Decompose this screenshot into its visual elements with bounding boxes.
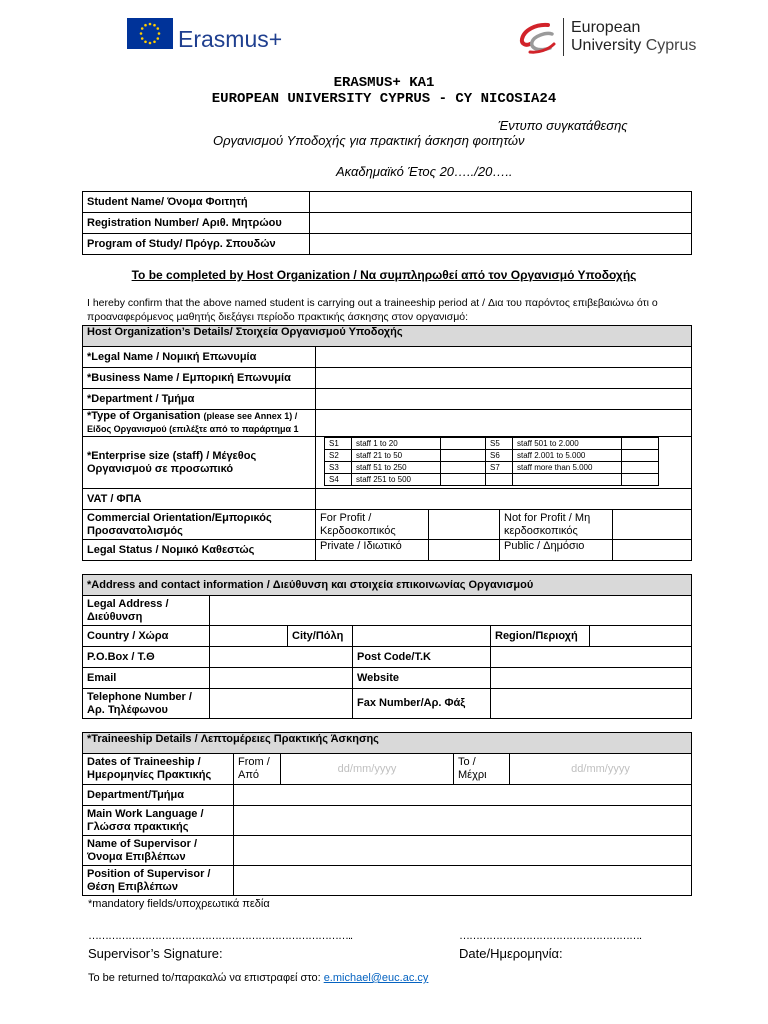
fax-label: Fax Number/Αρ. Φάξ bbox=[353, 689, 491, 719]
size-checkbox-s1[interactable] bbox=[441, 438, 486, 450]
region-field[interactable] bbox=[590, 626, 692, 647]
host-heading: To be completed by Host Organization / Να συμπληρωθεί από τον Οργανισμό Υποδοχής bbox=[131, 268, 637, 282]
to-date-field[interactable]: dd/mm/yyyy bbox=[510, 754, 692, 785]
legal-address-field[interactable] bbox=[210, 596, 692, 626]
title-1: ERASMUS+ KA1 bbox=[333, 75, 435, 91]
size-code: S6 bbox=[486, 450, 513, 462]
ent-line2: Οργανισμού σε προσωπικό bbox=[87, 462, 234, 475]
supervisor-pos-1: Position of Supervisor / bbox=[87, 867, 211, 880]
size-empty bbox=[486, 474, 513, 486]
size-checkbox-s5[interactable] bbox=[622, 438, 659, 450]
business-name-label: *Business Name / Εμπορική Επωνυμία bbox=[83, 368, 316, 389]
supervisor-position-label bbox=[83, 866, 234, 896]
public-label: Public / Δημόσιο bbox=[500, 540, 613, 561]
size-label: staff more than 5.000 bbox=[513, 462, 622, 474]
dates-2: Ημερομηνίες Πρακτικής bbox=[87, 769, 212, 781]
type-of-organisation-label bbox=[83, 410, 316, 437]
address-header: *Address and contact information / Διεύθυνση και στοιχεία επικοινωνίας Οργανισμού bbox=[83, 575, 692, 596]
subtitle-3: Ακαδημαϊκό Έτος 20…../20….. bbox=[336, 164, 513, 179]
euc-logo-line1: European bbox=[571, 19, 641, 36]
for-profit-label bbox=[316, 510, 429, 540]
department-field[interactable] bbox=[316, 389, 692, 410]
size-label: staff 2.001 to 5.000 bbox=[513, 450, 622, 462]
postcode-field[interactable] bbox=[491, 647, 692, 668]
logo-divider bbox=[563, 18, 564, 56]
supervisor-name-2: Όνομα Επιβλέπων bbox=[87, 850, 186, 863]
to-label bbox=[454, 754, 510, 785]
address-table bbox=[82, 574, 692, 719]
erasmus-logo-text: Erasmus+ bbox=[178, 26, 283, 52]
from-date-field[interactable]: dd/mm/yyyy bbox=[281, 754, 454, 785]
from-label bbox=[234, 754, 281, 785]
to-1: To / bbox=[458, 756, 476, 768]
commercial-line2: Προσανατολισμός bbox=[87, 524, 183, 537]
not-for-profit-1: Not for Profit / Μη bbox=[504, 511, 591, 524]
supervisor-pos-2: Θέση Επιβλέπων bbox=[87, 880, 178, 893]
size-label: staff 51 to 250 bbox=[352, 462, 441, 474]
traineeship-header: *Traineeship Details / Λεπτομέρειες Πρακτικής Άσκησης bbox=[83, 733, 692, 754]
size-checkbox-s4[interactable] bbox=[441, 474, 486, 486]
legal-address-label bbox=[83, 596, 210, 626]
email-field[interactable] bbox=[210, 668, 353, 689]
enterprise-size-label bbox=[83, 437, 316, 489]
enterprise-size-grid bbox=[324, 437, 659, 486]
signature-dots[interactable]: …………………………………………………………………….. bbox=[88, 930, 353, 942]
telephone-label bbox=[83, 689, 210, 719]
department-label: *Department / Τμήμα bbox=[83, 389, 316, 410]
commercial-orientation-label bbox=[83, 510, 316, 540]
fax-field[interactable] bbox=[491, 689, 692, 719]
size-code: S3 bbox=[325, 462, 352, 474]
legal-name-field[interactable] bbox=[316, 347, 692, 368]
legal-name-label: *Legal Name / Νομική Επωνυμία bbox=[83, 347, 316, 368]
dates-1: Dates of Traineeship / bbox=[87, 756, 201, 768]
legal-address-2: Διεύθυνση bbox=[87, 610, 143, 623]
enterprise-size-cell bbox=[316, 437, 692, 489]
size-code: S1 bbox=[325, 438, 352, 450]
size-code: S5 bbox=[486, 438, 513, 450]
country-label: Country / Χώρα bbox=[83, 626, 210, 647]
confirm-text: I hereby confirm that the above named student is carrying out a traineeship period at / Δια του παρόντος επιβεβαιώνω ότι ο προαναφερόμενος μαθητής διεξάγει περίοδο πρακτικής άσκησης στον οργανισμό: bbox=[87, 297, 658, 323]
size-label: staff 21 to 50 bbox=[352, 450, 441, 462]
title-2: EUROPEAN UNIVERSITY CYPRUS - CY NICOSIA24 bbox=[211, 91, 557, 107]
size-checkbox-s3[interactable] bbox=[441, 462, 486, 474]
euc-logo-text bbox=[571, 19, 696, 55]
date-dots[interactable]: ………………………………………………. bbox=[459, 930, 642, 942]
size-code: S7 bbox=[486, 462, 513, 474]
host-org-header: Host Organization’s Details/ Στοιχεία Οργανισμού Υποδοχής bbox=[83, 326, 692, 347]
supervisor-name-field[interactable] bbox=[234, 836, 692, 866]
from-1: From / bbox=[238, 756, 270, 768]
email-label: Email bbox=[83, 668, 210, 689]
size-label: staff 501 to 2.000 bbox=[513, 438, 622, 450]
language-1: Main Work Language / bbox=[87, 807, 204, 820]
return-email-link[interactable]: e.michael@euc.ac.cy bbox=[323, 972, 429, 984]
host-org-table bbox=[82, 325, 692, 561]
mandatory-note: *mandatory fields/υποχρεωτικά πεδία bbox=[88, 898, 270, 910]
program-label: Program of Study/ Πρόγρ. Σπουδών bbox=[83, 234, 310, 255]
size-empty bbox=[622, 474, 659, 486]
student-table bbox=[82, 191, 692, 255]
size-code: S2 bbox=[325, 450, 352, 462]
from-2: Από bbox=[238, 769, 260, 781]
euc-logo-icon bbox=[518, 22, 558, 56]
business-name-field[interactable] bbox=[316, 368, 692, 389]
tel-1: Telephone Number / bbox=[87, 690, 192, 703]
size-empty bbox=[513, 474, 622, 486]
to-2: Μέχρι bbox=[458, 769, 487, 781]
date-label: Date/Ημερομηνία: bbox=[459, 946, 563, 961]
vat-field[interactable] bbox=[316, 489, 692, 510]
eu-flag-icon bbox=[127, 18, 173, 49]
student-name-field[interactable] bbox=[310, 192, 692, 213]
for-profit-1: For Profit / bbox=[320, 511, 372, 524]
city-field[interactable] bbox=[353, 626, 491, 647]
size-code: S4 bbox=[325, 474, 352, 486]
trainee-department-field[interactable] bbox=[234, 785, 692, 806]
legal-address-1: Legal Address / bbox=[87, 597, 169, 610]
type-line2: Είδος Οργανισμού (επιλέξτε από το παράρτημα 1 bbox=[87, 424, 299, 434]
website-field[interactable] bbox=[491, 668, 692, 689]
pobox-label: P.O.Box / Τ.Θ bbox=[83, 647, 210, 668]
for-profit-2: Κερδοσκοπικός bbox=[320, 524, 396, 537]
ent-line1: *Enterprise size (staff) / Μέγεθος bbox=[87, 449, 257, 462]
dates-label bbox=[83, 754, 234, 785]
legal-status-label: Legal Status / Νομικό Καθεστώς bbox=[83, 540, 316, 561]
telephone-field[interactable] bbox=[210, 689, 353, 719]
registration-field[interactable] bbox=[310, 213, 692, 234]
type-of-organisation-field[interactable] bbox=[316, 410, 692, 437]
supervisor-position-field[interactable] bbox=[234, 866, 692, 896]
euc-logo-line3: Cyprus bbox=[645, 37, 697, 54]
supervisor-signature-label: Supervisor’s Signature: bbox=[88, 946, 223, 961]
public-checkbox[interactable] bbox=[613, 540, 692, 561]
city-label: City/Πόλη bbox=[288, 626, 353, 647]
region-label: Region/Περιοχή bbox=[491, 626, 590, 647]
registration-label: Registration Number/ Αριθ. Μητρώου bbox=[83, 213, 310, 234]
size-checkbox-s7[interactable] bbox=[622, 462, 659, 474]
website-label: Website bbox=[353, 668, 491, 689]
program-field[interactable] bbox=[310, 234, 692, 255]
language-label bbox=[83, 806, 234, 836]
size-label: staff 1 to 20 bbox=[352, 438, 441, 450]
size-checkbox-s2[interactable] bbox=[441, 450, 486, 462]
not-for-profit-label bbox=[500, 510, 613, 540]
return-text: To be returned to/παρακαλώ να επιστραφεί στο: bbox=[88, 972, 324, 984]
size-label: staff 251 to 500 bbox=[352, 474, 441, 486]
tel-2: Αρ. Τηλέφωνου bbox=[87, 703, 168, 716]
private-checkbox[interactable] bbox=[429, 540, 500, 561]
traineeship-table bbox=[82, 732, 692, 896]
euc-logo-line2: University bbox=[571, 37, 642, 54]
country-field[interactable] bbox=[210, 626, 288, 647]
commercial-line1: Commercial Orientation/Εμπορικός bbox=[87, 511, 272, 524]
type-main: *Type of Organisation bbox=[87, 410, 204, 422]
type-small: (please see Annex 1) / bbox=[203, 411, 298, 421]
supervisor-name-1: Name of Supervisor / bbox=[87, 837, 198, 850]
language-field[interactable] bbox=[234, 806, 692, 836]
pobox-field[interactable] bbox=[210, 647, 353, 668]
subtitle-1: Έντυπο συγκατάθεσης bbox=[498, 118, 628, 133]
subtitle-2: Οργανισμού Υποδοχής για πρακτική άσκηση φοιτητών bbox=[213, 133, 525, 148]
postcode-label: Post Code/Τ.Κ bbox=[353, 647, 491, 668]
not-for-profit-checkbox[interactable] bbox=[613, 510, 692, 540]
for-profit-checkbox[interactable] bbox=[429, 510, 500, 540]
language-2: Γλώσσα πρακτικής bbox=[87, 820, 189, 833]
size-checkbox-s6[interactable] bbox=[622, 450, 659, 462]
supervisor-name-label bbox=[83, 836, 234, 866]
return-note bbox=[88, 972, 428, 984]
private-label: Private / Ιδιωτικό bbox=[316, 540, 429, 561]
vat-label: VAT / ΦΠΑ bbox=[83, 489, 316, 510]
student-name-label: Student Name/ Όνομα Φοιτητή bbox=[83, 192, 310, 213]
trainee-department-label: Department/Τμήμα bbox=[83, 785, 234, 806]
not-for-profit-2: κερδοσκοπικός bbox=[504, 524, 578, 537]
